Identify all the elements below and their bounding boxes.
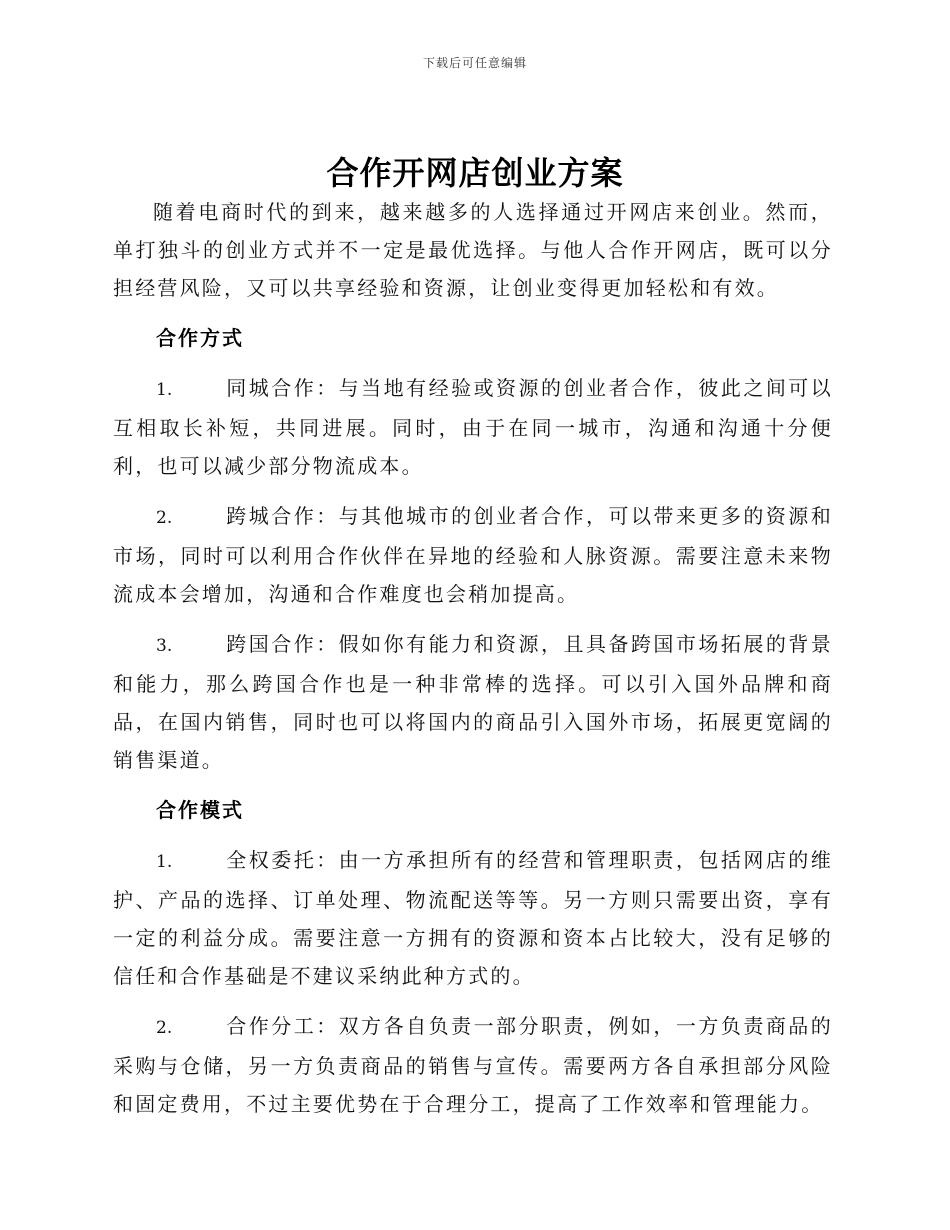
list-item <box>113 841 833 995</box>
document-title: 合作开网店创业方案 <box>326 154 624 192</box>
section-cooperation-modes <box>113 791 833 1123</box>
list-item <box>113 1007 833 1123</box>
header-note: 下载后可任意编辑 <box>422 56 527 70</box>
section-heading: 合作方式 <box>156 326 244 350</box>
list-item-number: 1. <box>156 380 173 400</box>
list-item-text: 合作分工：双方各自负责一部分职责，例如，一方负责商品的采购与仓储，另一方负责商品的销售与宣传。需要两方各自承担部分风险和固定费用，不过主要优势在于合理分工，提高了工作效率和管理能力。 <box>113 1014 833 1116</box>
list-item-text: 跨城合作：与其他城市的创业者合作，可以带来更多的资源和市场，同时可以利用合作伙伴在异地的经验和人脉资源。需要注意未来物流成本会增加，沟通和合作难度也会稍加提高。 <box>113 504 833 606</box>
list-item-number: 2. <box>156 1018 173 1038</box>
list-item <box>113 369 833 485</box>
list-item-text: 同城合作：与当地有经验或资源的创业者合作，彼此之间可以互相取长补短，共同进展。同时，由于在同一城市，沟通和沟通十分便利，也可以减少部分物流成本。 <box>113 376 833 478</box>
document-body <box>113 193 833 1135</box>
intro-paragraph: 随着电商时代的到来，越来越多的人选择通过开网店来创业。然而，单打独斗的创业方式并不一定是最优选择。与他人合作开网店，既可以分担经营风险，又可以共享经验和资源，让创业变得更加轻松和有效。 <box>113 200 833 300</box>
list-item-text: 跨国合作：假如你有能力和资源，且具备跨国市场拓展的背景和能力，那么跨国合作也是一种非常棒的选择。可以引入国外品牌和商品，在国内销售，同时也可以将国内的商品引入国外市场，拓展更宽阔的销售渠道。 <box>113 632 833 772</box>
list-item-number: 1. <box>156 852 173 872</box>
list-item-number: 3. <box>156 636 173 656</box>
section-heading: 合作模式 <box>156 798 244 822</box>
list-item-number: 2. <box>156 508 173 528</box>
section-cooperation-methods <box>113 319 833 779</box>
list-item <box>113 497 833 613</box>
list-item-text: 全权委托：由一方承担所有的经营和管理职责，包括网店的维护、产品的选择、订单处理、物流配送等等。另一方则只需要出资，享有一定的利益分成。需要注意一方拥有的资源和资本占比较大，没有足够的信任和合作基础是不建议采纳此种方式的。 <box>113 848 833 988</box>
list-item <box>113 625 833 779</box>
